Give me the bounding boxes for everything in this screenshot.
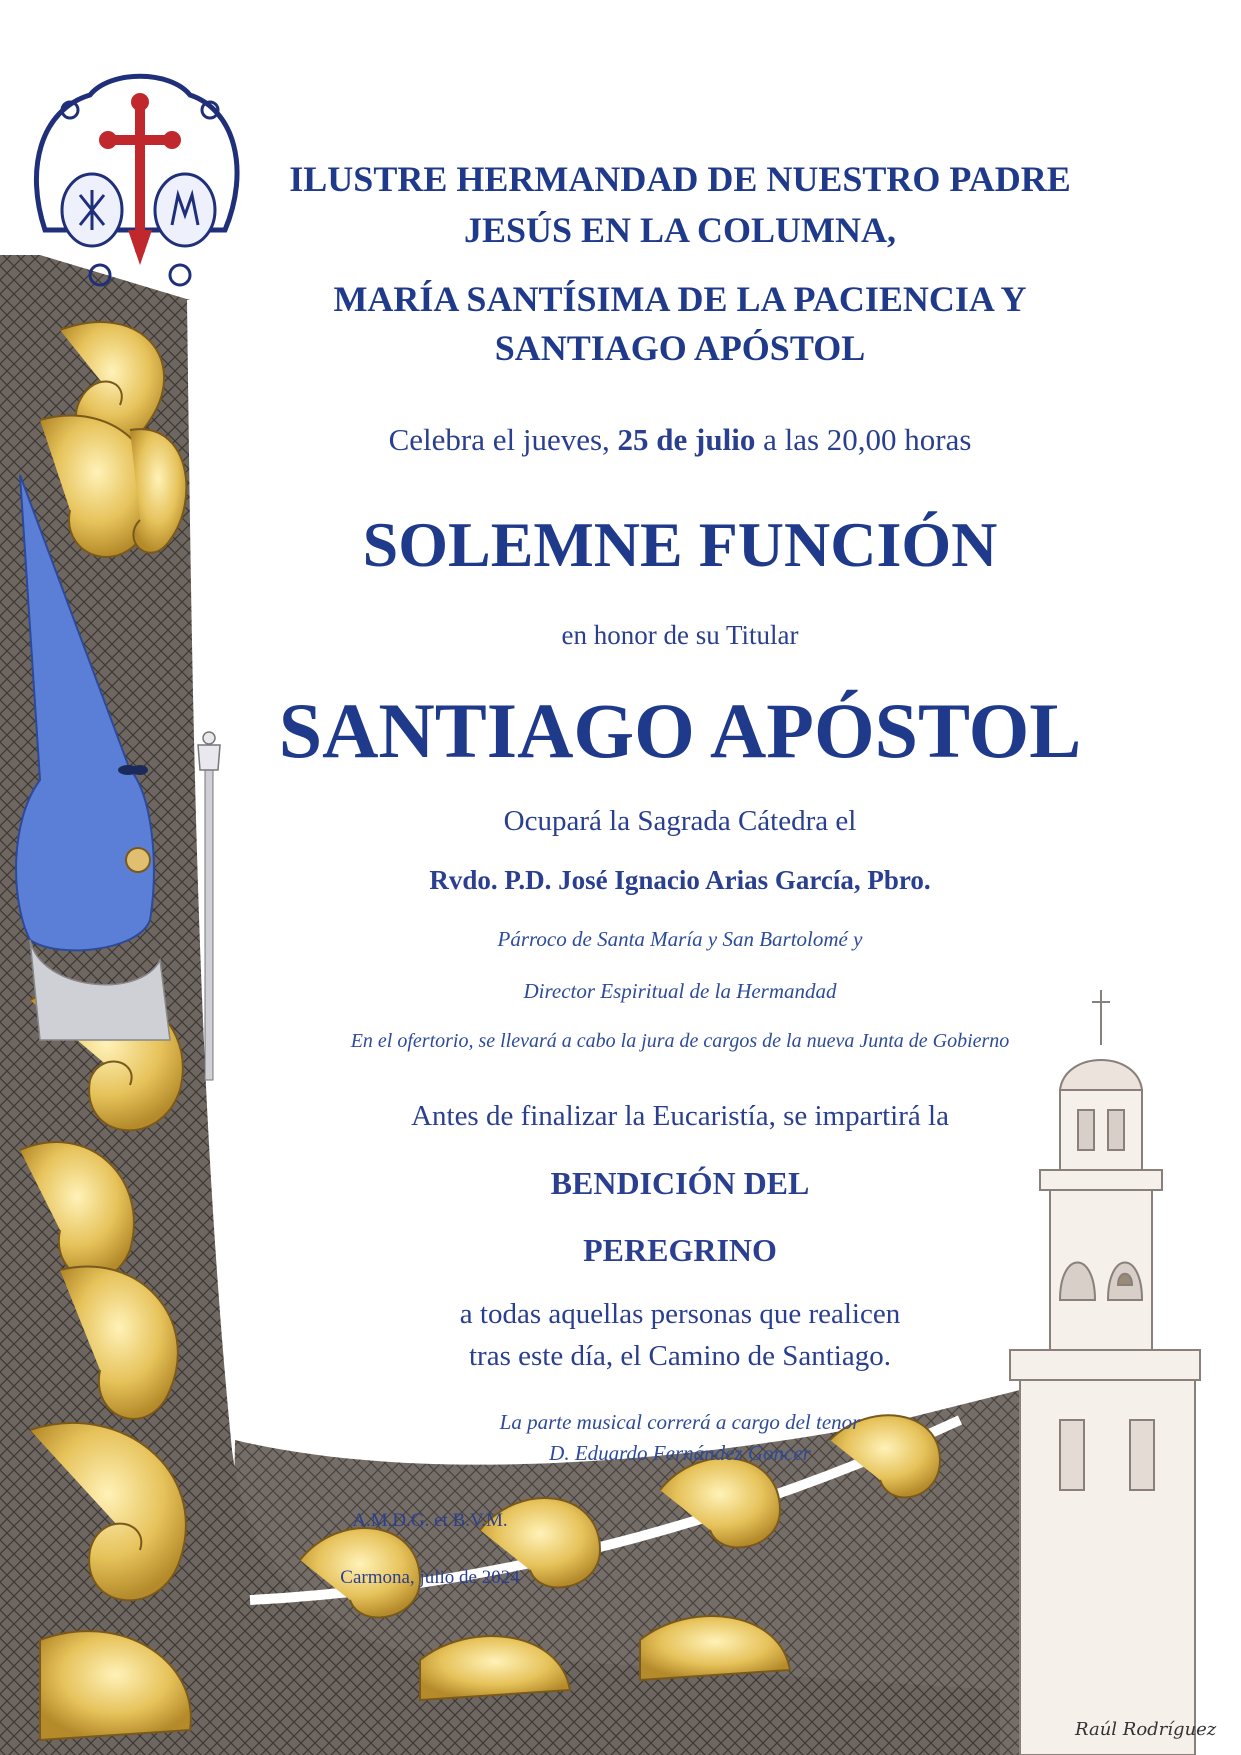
music-line1: La parte musical correrá a cargo del tenor	[499, 1410, 861, 1434]
brotherhood-name-line2: JESÚS EN LA COLUMNA,	[463, 210, 897, 250]
brotherhood-name-line3: MARÍA SANTÍSIMA DE LA PACIENCIA Y	[333, 279, 1027, 319]
blessing-title2: PEREGRINO	[583, 1232, 777, 1268]
preacher-intro: Ocupará la Sagrada Cátedra el	[503, 805, 857, 837]
preacher-name: Rvdo. P.D. José Ignacio Arias García, Pbro.	[429, 865, 931, 895]
blessing-title1: BENDICIÓN DEL	[550, 1165, 810, 1201]
footer-motto: A.M.D.G. et B.V.M.	[352, 1510, 508, 1531]
blessing-intro: Antes de finalizar la Eucaristía, se impartirá la	[411, 1100, 949, 1132]
preacher-role1: Párroco de Santa María y San Bartolomé y	[497, 927, 863, 951]
date-time-line	[230, 422, 1130, 458]
date-prefix: Celebra el jueves,	[388, 422, 618, 457]
brotherhood-name-line4: SANTIAGO APÓSTOL	[494, 328, 866, 368]
event-title: SOLEMNE FUNCIÓN	[362, 509, 998, 580]
artist-signature: Raúl Rodríguez	[1075, 1719, 1217, 1740]
preacher-role2: Director Espiritual de la Hermandad	[523, 979, 837, 1003]
footer-place-date: Carmona, julio de 2024	[340, 1567, 520, 1588]
blessing-desc1: a todas aquellas personas que realicen	[459, 1298, 901, 1330]
titular-name: SANTIAGO APÓSTOL	[278, 687, 1082, 774]
honor-line: en honor de su Titular	[561, 620, 799, 650]
date-suffix: a las 20,00 horas	[755, 422, 972, 457]
music-line2: D. Eduardo Fernández Goncer	[549, 1441, 811, 1465]
offertory-note: En el ofertorio, se llevará a cabo la jura de cargos de la nueva Junta de Gobierno	[350, 1030, 1010, 1052]
blessing-desc2: tras este día, el Camino de Santiago.	[468, 1340, 891, 1372]
brotherhood-name-line1: ILUSTRE HERMANDAD DE NUESTRO PADRE	[289, 159, 1071, 199]
event-date: 25 de julio	[617, 422, 756, 457]
